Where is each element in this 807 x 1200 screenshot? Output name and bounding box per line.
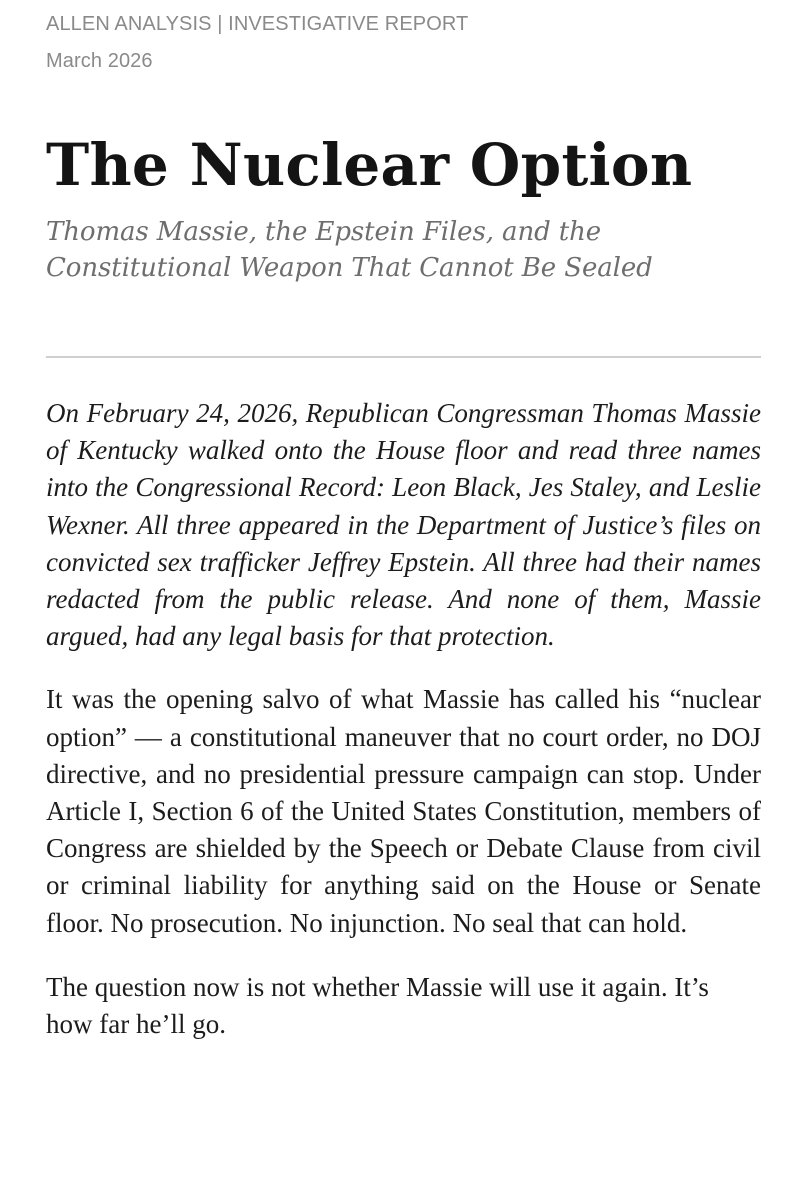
lead-paragraph: On February 24, 2026, Republican Congressman Thomas Massie of Kentucky walked onto the House floor and read three names into the Congressional Record: Leon Black, Jes Staley, and Leslie Wexner. All three appeared in the Department of Justice’s files on convicted sex trafficker Jeffrey Epstein. All three had their names redacted from the public release. And none of them, Massie argued, had any legal basis for that protection. (46, 398, 761, 652)
publication-date: March 2026 (46, 50, 153, 72)
publication-header: ALLEN ANALYSIS | INVESTIGATIVE REPORT (46, 13, 469, 35)
section-divider (46, 356, 761, 358)
closing-paragraph: The question now is not whether Massie will use it again. It’s how far he’ll go. (46, 971, 709, 1040)
article-page (46, 0, 761, 1043)
article-title: The Nuclear Option (46, 131, 693, 199)
article-subtitle: Thomas Massie, the Epstein Files, and the Constitutional Weapon That Cannot Be Sealed (46, 217, 653, 283)
body-paragraph: It was the opening salvo of what Massie has called his “nuclear option” — a constitutional maneuver that no court order, no DOJ directive, and no presidential pressure campaign can stop. Under Article I, Section 6 of the United States Constitution, members of Congress are shielded by the Speech or Debate Clause from civil or criminal liability for anything said on the House or Senate floor. No prosecution. No injunction. No seal that can hold. (46, 684, 761, 938)
